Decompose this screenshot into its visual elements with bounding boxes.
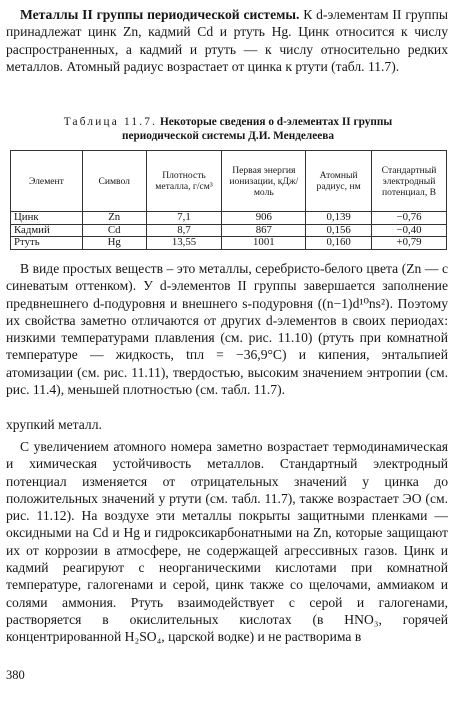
table-caption-line2: периодической системы Д.И. Менделеева — [121, 130, 335, 142]
header-symbol: Символ — [82, 151, 146, 212]
properties-paragraph — [6, 260, 448, 398]
stability-paragraph — [6, 438, 448, 646]
header-density: Плотность металла, г/см³ — [146, 151, 222, 212]
table-caption — [0, 115, 456, 129]
table-caption-line1: Некоторые сведения о d-элементах II группы — [160, 116, 393, 128]
table-cell: 1001 — [222, 237, 306, 250]
table-row — [11, 224, 447, 237]
table-cell: 8,7 — [146, 224, 222, 237]
header-potential: Стандартный электродный потенциал, В — [372, 151, 447, 212]
page-number: 380 — [6, 668, 25, 682]
table-row — [11, 212, 447, 225]
fragment-text: хрупкий металл. — [6, 417, 102, 432]
table-cell: 867 — [222, 224, 306, 237]
table-cell: 0,139 — [306, 212, 372, 225]
table-cell: +0,79 — [372, 237, 447, 250]
table-caption-second — [0, 129, 456, 143]
header-ionization: Первая энергия ионизации, кДж/моль — [222, 151, 306, 212]
table-cell: 0,156 — [306, 224, 372, 237]
table-cell: Кадмий — [11, 224, 83, 237]
table-cell: Hg — [82, 237, 146, 250]
table-cell: −0,40 — [372, 224, 447, 237]
table-row — [11, 237, 447, 250]
stability-text: С увеличением атомного номера заметно возрастает термодинамическая и химическая устойчивость металлов. Стандартный электродный потенциал изменяется от отрицательных значений у цинка до положительных значений у ртути (см. табл. 11.7), также возрастает ЭО (см. рис. 11.12). На воздухе эти металлы покрыты защитными пленками — оксидными на Cd и Hg и гидроксикарбонатными на Zn, которые защищают их от коррозии в атмосфере, не содержащей агрессивных газов. Цинк и кадмий реагируют с неорганическими кислотами при комнатной температуре, галогенами и серой, цинк также со щелочами, аммиаком и солями аммония. Ртуть взаимодействует с серой и галогенами, растворяется в окислительных кислотах (в HNO₃, горячей концентрированной H₂SO₄, царской водке) и не растворима в — [6, 439, 448, 645]
table-cell: Ртуть — [11, 237, 83, 250]
header-radius: Атомный радиус, нм — [306, 151, 372, 212]
fragment-line — [6, 416, 448, 433]
table-cell: 13,55 — [146, 237, 222, 250]
intro-paragraph — [6, 6, 448, 75]
table-cell: 906 — [222, 212, 306, 225]
header-element: Элемент — [11, 151, 83, 212]
table-cell: Zn — [82, 212, 146, 225]
table-cell: −0,76 — [372, 212, 447, 225]
table-caption-label: Таблица 11.7. — [63, 116, 158, 128]
table-header-row — [11, 151, 447, 212]
table-cell: Cd — [82, 224, 146, 237]
properties-text: В виде простых веществ – это металлы, серебристо-белого цвета (Zn — с синеватым оттенком). У d-элементов II группы завершается заполнение предвнешнего d-подуровня и внешнего s-подуровня ((n−1)d¹⁰ns²). Поэтому их свойства заметно отличаются от других d-элементов в своих периодах: низкими температурами плавления (см. рис. 11.10) (ртуть при комнатной температуре — жидкость, tпл = −36,9°C) и кипения, энтальпией атомизации (см. рис. 11.11), твердостью, высоким значением энтропии (см. рис. 11.4), меньшей плотностью (см. табл. 11.7). — [6, 261, 448, 398]
intro-text: К d-элементам II группы принадлежат цинк Zn, кадмий Cd и ртуть Hg. Цинк относится к числу распространенных, а кадмий и ртуть — к числу относительно редких металлов. Атомный радиус возрастает от цинка к ртути (табл. 11.7). — [6, 7, 448, 74]
table-cell: 0,160 — [306, 237, 372, 250]
table-cell: 7,1 — [146, 212, 222, 225]
table-cell: Цинк — [11, 212, 83, 225]
section-heading: Металлы II группы периодической системы. — [20, 7, 300, 22]
data-table — [10, 150, 447, 250]
